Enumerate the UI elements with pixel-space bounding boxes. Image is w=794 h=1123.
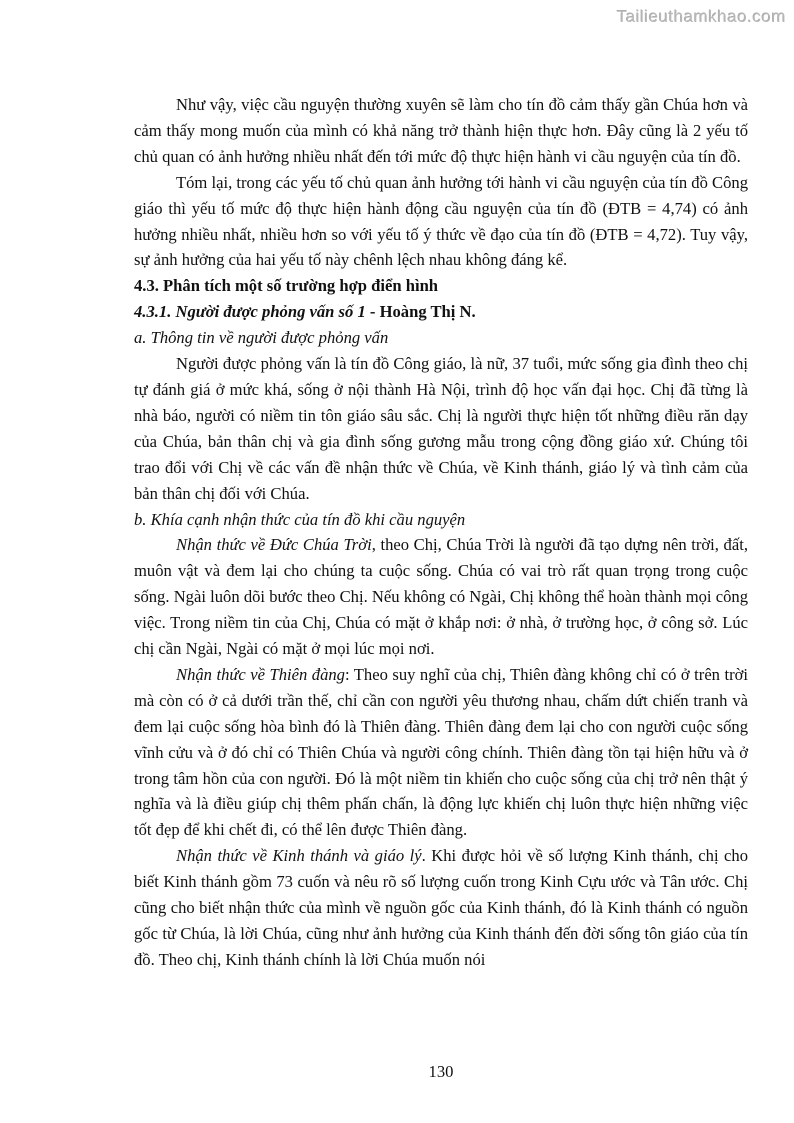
paragraph-interviewee-info: Người được phỏng vấn là tín đồ Công giáo, là nữ, 37 tuổi, mức sống gia đình theo chị tự đánh giá ở mức khá, sống ở nội thành Hà Nội, trình độ học vấn đại học. Chị đã từng là nhà báo, người có niềm tin tôn giáo sâu sắc. Chị là người thực hiện tốt những điều răn dạy của Chúa, bản thân chị và gia đình sống gương mẫu trong cộng đồng giáo xứ. Chúng tôi trao đổi với Chị về các vấn đề nhận thức về Chúa, về Kinh thánh, giáo lý và tình cảm của bản thân chị đối với Chúa. — [134, 354, 748, 503]
page-number: 130 — [428, 1062, 454, 1081]
paragraph-summary-1: Như vậy, việc cầu nguyện thường xuyên sẽ làm cho tín đồ cảm thấy gần Chúa hơn và cảm thấy mong muốn của mình có khả năng trở thành hiện thực hơn. Đây cũng là 2 yếu tố chủ quan có ảnh hưởng nhiều nhất đến tới mức độ thực hiện hành vi cầu nguyện của tín đồ. — [134, 95, 748, 166]
subheading-a-info: a. Thông tin về người được phỏng vấn — [134, 328, 389, 348]
site-watermark: Tailieuthamkhao.com — [616, 7, 786, 26]
subheading-b-cognition: b. Khía cạnh nhận thức của tín đồ khi cầu nguyện — [134, 509, 466, 529]
section-heading-4-3-1 — [134, 299, 748, 325]
paragraph-heaven-perception — [134, 662, 748, 843]
section-heading-4-3: 4.3. Phân tích một số trường hợp điển hình — [134, 276, 439, 296]
heading-4-3-1-interviewee-name: - Hoàng Thị N. — [365, 302, 476, 322]
paragraph-bible-perception — [134, 843, 748, 973]
paragraph-heaven-perception-text: : Theo suy nghĩ của chị, Thiên đàng không chỉ có ở trên trời mà còn có ở cả dưới trần thế, chỉ cần con người yêu thương nhau, chấm dứt chiến tranh và đem lại cuộc sống hòa bình đó là Thiên đàng. Thiên đàng đem lại cho con người cuộc sống vĩnh cửu và ở đó chỉ có Thiên Chúa và người công chính. Thiên đàng tồn tại hiện hữu và ở trong tâm hồn của con người. Đó là một niềm tin khiến cho cuộc sống của chị trở nên thật ý nghĩa và là điều giúp chị thêm phấn chấn, là động lực khiến chị luôn thực hiện những việc tốt đẹp để khi chết đi, có thể lên được Thiên đàng. — [134, 664, 748, 840]
heading-4-3-1-number-title: 4.3.1. Người được phỏng vấn số 1 — [134, 302, 366, 322]
paragraph-bible-perception-text: . Khi được hỏi về số lượng Kinh thánh, chị cho biết Kinh thánh gồm 73 cuốn và nêu rõ số lượng cuốn trong Kinh Cựu ước và Tân ước. Chị cũng cho biết nhận thức của mình về nguồn gốc của Kinh thánh, đó là Kinh thánh có nguồn gốc từ Chúa, là lời Chúa, cũng như ảnh hưởng của Kinh thánh đến đời sống tôn giáo của tín đồ. Theo chị, Kinh thánh chính là lời Chúa muốn nói — [134, 846, 749, 969]
page-content — [134, 92, 748, 973]
paragraph-god-perception-text: , theo Chị, Chúa Trời là người đã tạo dựng nên trời, đất, muôn vật và đem lại cho chúng ta cuộc sống. Chúa có vai trò rất quan trọng trong cuộc sống. Ngài luôn dõi bước theo Chị. Nếu không có Ngài, Chị không thể hoàn thành mọi công việc. Trong niềm tin của Chị, Chúa có mặt ở khắp nơi: ở nhà, ở trường học, ở công sở. Lúc chị cần Ngài, Ngài có mặt ở mọi lúc mọi nơi. — [134, 535, 748, 659]
lead-phrase-heaven: Nhận thức về Thiên đàng — [176, 664, 345, 684]
paragraph-god-perception — [134, 532, 748, 662]
paragraph-summary-2: Tóm lại, trong các yếu tố chủ quan ảnh hưởng tới hành vi cầu nguyện của tín đồ Công giáo thì yếu tố mức độ thực hiện hành động cầu nguyện của tín đồ (ĐTB = 4,74) có ảnh hưởng nhiều nhất, nhiều hơn so với yếu tố ý thức về đạo của tín đồ (ĐTB = 4,72). Tuy vậy, sự ảnh hưởng của hai yếu tố này chênh lệch nhau không đáng kể. — [134, 172, 748, 270]
lead-phrase-bible: Nhận thức về Kinh thánh và giáo lý — [176, 846, 422, 866]
lead-phrase-god: Nhận thức về Đức Chúa Trời — [176, 535, 372, 555]
